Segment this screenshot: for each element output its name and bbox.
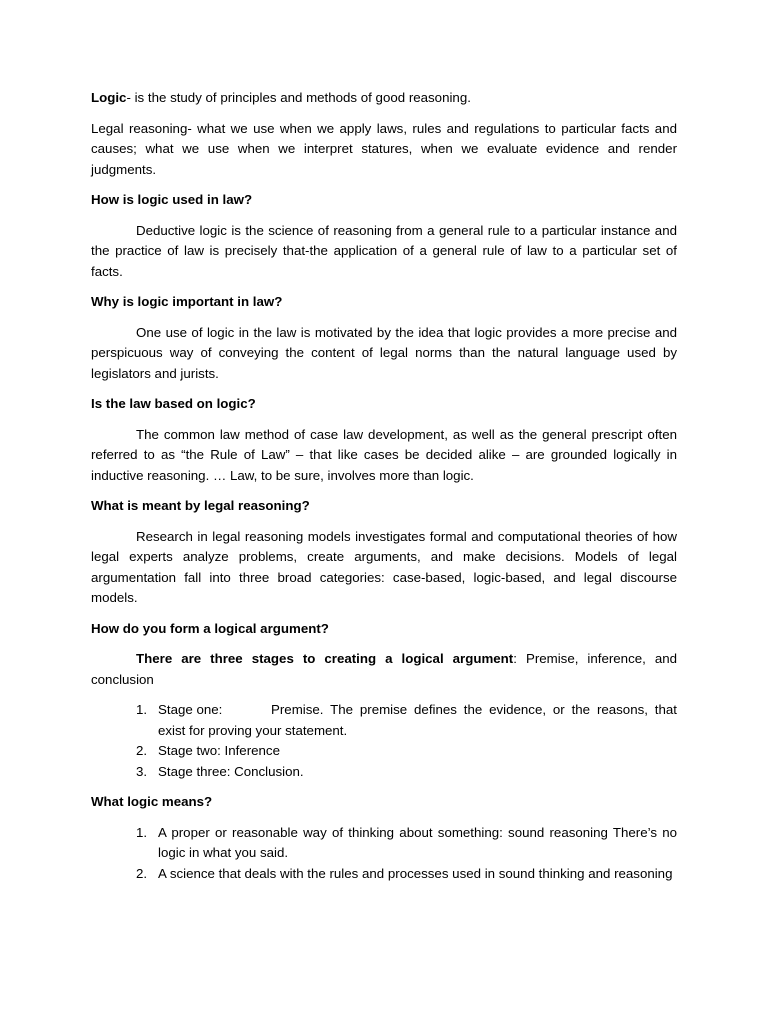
- paragraph-logical-argument: [91, 649, 677, 690]
- list-number: 3.: [136, 763, 148, 779]
- paragraph-logic-used-in-law: Deductive logic is the science of reasoning from a general rule to a particular instance and the practice of law is precisely that-the application of a general rule of law to a particular set of facts.: [91, 222, 677, 279]
- meanings-list: [91, 823, 677, 885]
- list-item-text: A science that deals with the rules and processes used in sound thinking and reasoning: [158, 865, 673, 881]
- heading-logical-argument: How do you form a logical argument?: [91, 620, 329, 636]
- list-number: 2.: [136, 865, 148, 881]
- paragraph-logic-important-in-law: One use of logic in the law is motivated by the idea that logic provides a more precise and perspicuous way of conveying the content of legal norms than the natural language used by legislators and jurists.: [91, 324, 677, 381]
- list-number: 2.: [136, 743, 148, 758]
- list-item-text: Premise. The premise defines the evidence, or the reasons, that exist for proving your statement.: [158, 702, 677, 738]
- logic-definition-text: - is the study of principles and methods of good reasoning.: [126, 90, 471, 105]
- document-page: [91, 88, 677, 894]
- list-item-text: Stage three: Conclusion.: [158, 763, 304, 779]
- list-item: [91, 864, 677, 885]
- argument-lead-rest: : Premise, inference, and conclusion: [91, 651, 678, 687]
- paragraph-legal-reasoning: Research in legal reasoning models investigates formal and computational theories of how legal experts analyze problems, create arguments, and make decisions. Models of legal argumentation fall into three broad categories: case-based, logic-based, and legal discourse models.: [91, 528, 677, 605]
- list-item: [91, 762, 677, 783]
- heading-legal-reasoning: What is meant by legal reasoning?: [91, 498, 310, 513]
- heading-law-based-on-logic: Is the law based on logic?: [91, 396, 256, 411]
- heading-logic-important-in-law: Why is logic important in law?: [91, 294, 283, 309]
- argument-lead-bold: There are three stages to creating a logical argument: [136, 651, 514, 666]
- list-item-text: Stage two: Inference: [158, 743, 280, 758]
- list-item: [91, 823, 677, 864]
- list-number: 1.: [136, 824, 148, 840]
- heading-what-logic-means: What logic means?: [91, 794, 213, 809]
- list-item: [91, 741, 677, 762]
- paragraph-law-based-on-logic: The common law method of case law development, as well as the general prescript often referred to as “the Rule of Law” – that like cases be decided alike – are grounded logically in inductive reasoning. … Law, to be sure, involves more than logic.: [91, 426, 677, 483]
- list-item: [91, 700, 677, 741]
- list-item-text: A proper or reasonable way of thinking about something: sound reasoning There’s no logic in what you said.: [158, 824, 677, 860]
- legal-reasoning-definition: Legal reasoning- what we use when we apply laws, rules and regulations to particular facts and causes; what we use when we interpret statures, when we evaluate evidence and render judgments.: [91, 120, 677, 177]
- stages-list: [91, 700, 677, 782]
- logic-term: Logic: [91, 90, 127, 105]
- list-number: 1.: [136, 702, 148, 717]
- heading-logic-used-in-law: How is logic used in law?: [91, 192, 253, 207]
- stage-term: Stage one:: [158, 702, 223, 717]
- logic-definition: [91, 88, 677, 109]
